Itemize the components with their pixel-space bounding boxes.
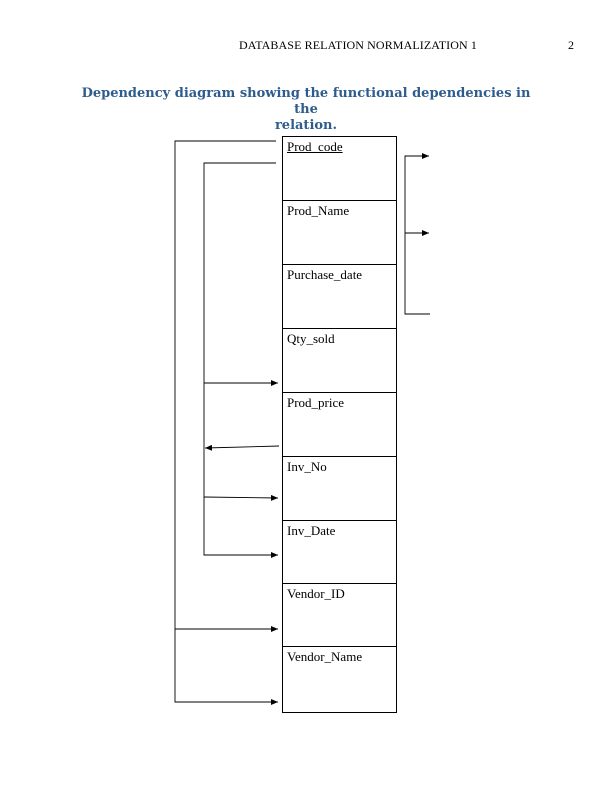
arrow-from-prod-price	[205, 446, 279, 448]
attribute-box-prod-code	[282, 136, 397, 200]
diagram-title	[80, 86, 532, 134]
right-bracket-line	[405, 156, 430, 314]
diagram-title-line2: relation.	[274, 118, 338, 133]
attribute-label-qty-sold: Qty_sold	[287, 331, 335, 346]
outer-bracket-line	[175, 141, 278, 702]
attribute-box-inv-no	[282, 456, 397, 520]
running-head: DATABASE RELATION NORMALIZATION 1	[239, 38, 477, 52]
attribute-label-purchase-date: Purchase_date	[287, 267, 363, 282]
inner-bracket-line	[204, 163, 278, 555]
attribute-label-prod-code: Prod_code	[287, 139, 343, 154]
attribute-label-inv-no: Inv_No	[287, 459, 327, 474]
attribute-label-vendor-name: Vendor_Name	[287, 649, 363, 664]
attribute-label-prod-name: Prod_Name	[287, 203, 350, 218]
arrow-to-inv-no	[204, 497, 278, 498]
diagram-title-line1: Dependency diagram showing the functional dependencies in the	[81, 86, 531, 117]
attribute-box-prod-name	[282, 200, 397, 264]
attribute-box-inv-date	[282, 520, 397, 583]
attribute-box-prod-price	[282, 392, 397, 456]
page-number: 2	[568, 38, 574, 52]
attribute-box-qty-sold	[282, 328, 397, 392]
attribute-label-vendor-id: Vendor_ID	[287, 586, 345, 601]
attribute-box-vendor-id	[282, 583, 397, 646]
attribute-box-vendor-name	[282, 646, 397, 713]
attribute-box-purchase-date	[282, 264, 397, 328]
attribute-label-inv-date: Inv_Date	[287, 523, 336, 538]
attribute-label-prod-price: Prod_price	[287, 395, 345, 410]
